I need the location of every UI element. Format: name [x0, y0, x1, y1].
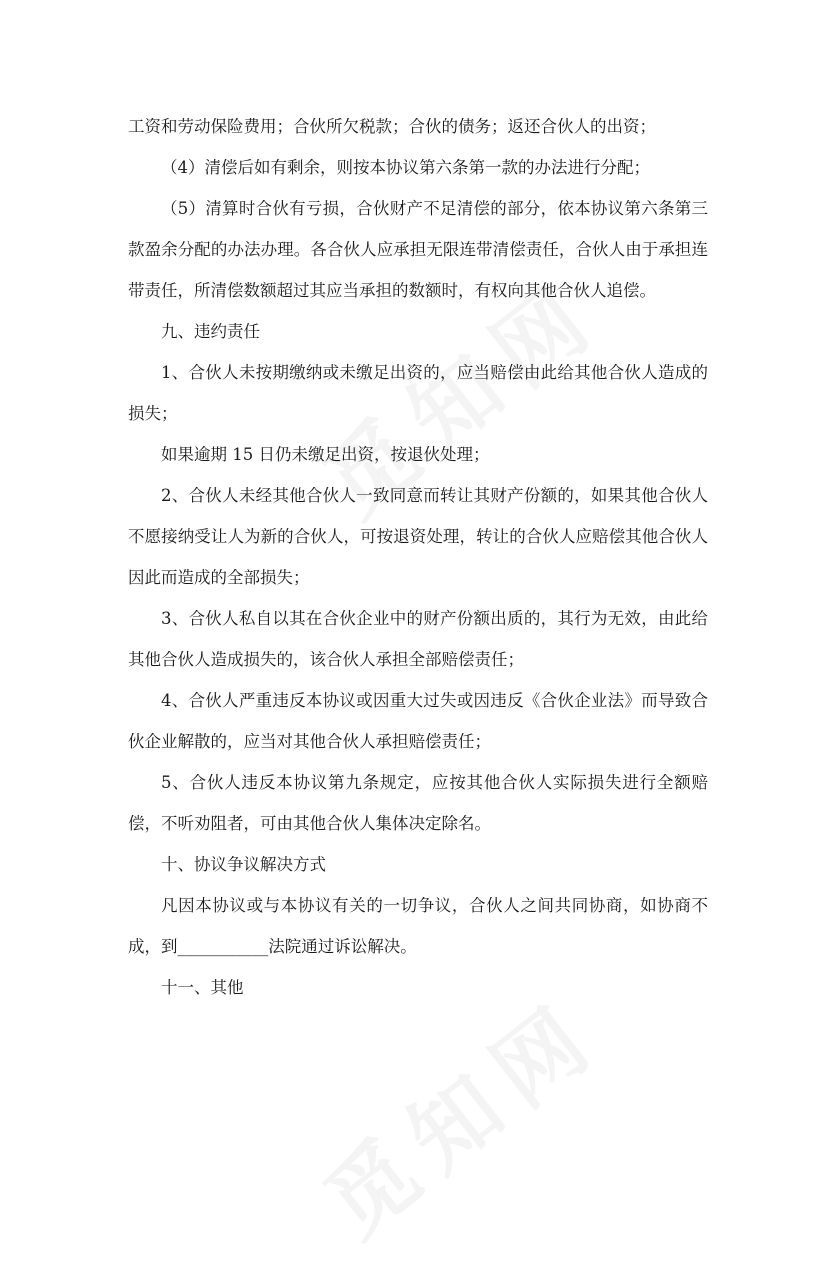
section-heading: 十、协议争议解决方式 — [161, 855, 326, 874]
paragraph: 5、合伙人违反本协议第九条规定，应按其他合伙人实际损失进行全额赔偿，不听劝阻者，可由其他合伙人集体决定除名。 — [128, 773, 708, 833]
watermark — [295, 965, 623, 1260]
paragraph: 凡因本协议或与本协议有关的一切争议，合伙人之间共同协商，如协商不成，到___________法院通过诉讼解决。 — [128, 896, 708, 956]
paragraph: 3、合伙人私自以其在合伙企业中的财产份额出质的，其行为无效，由此给其他合伙人造成损失的，该合伙人承担全部赔偿责任； — [128, 609, 708, 669]
paragraph: 4、合伙人严重违反本协议或因重大过失或因违反《合伙企业法》而导致合伙企业解散的，应当对其他合伙人承担赔偿责任； — [128, 691, 708, 751]
paragraph: 如果逾期 15 日仍未缴足出资，按退伙处理； — [161, 445, 490, 464]
document-body — [128, 106, 708, 1008]
paragraph: 2、合伙人未经其他合伙人一致同意而转让其财产份额的，如果其他合伙人不愿接纳受让人为新的合伙人，可按退资处理，转让的合伙人应赔偿其他合伙人因此而造成的全部损失； — [128, 486, 708, 587]
section-heading: 十一、其他 — [161, 978, 244, 997]
paragraph: 工资和劳动保险费用；合伙所欠税款；合伙的债务；返还合伙人的出资； — [128, 117, 656, 136]
paragraph: （4）清偿后如有剩余，则按本协议第六条第一款的办法进行分配； — [161, 158, 650, 177]
section-heading: 九、违约责任 — [161, 322, 260, 341]
paragraph: 1、合伙人未按期缴纳或未缴足出资的，应当赔偿由此给其他合伙人造成的损失； — [128, 363, 708, 423]
paragraph: （5）清算时合伙有亏损，合伙财产不足清偿的部分，依本协议第六条第三款盈余分配的办法办理。各合伙人应承担无限连带清偿责任，合伙人由于承担连带责任，所清偿数额超过其应当承担的数额时，有权向其他合伙人追偿。 — [128, 199, 708, 300]
